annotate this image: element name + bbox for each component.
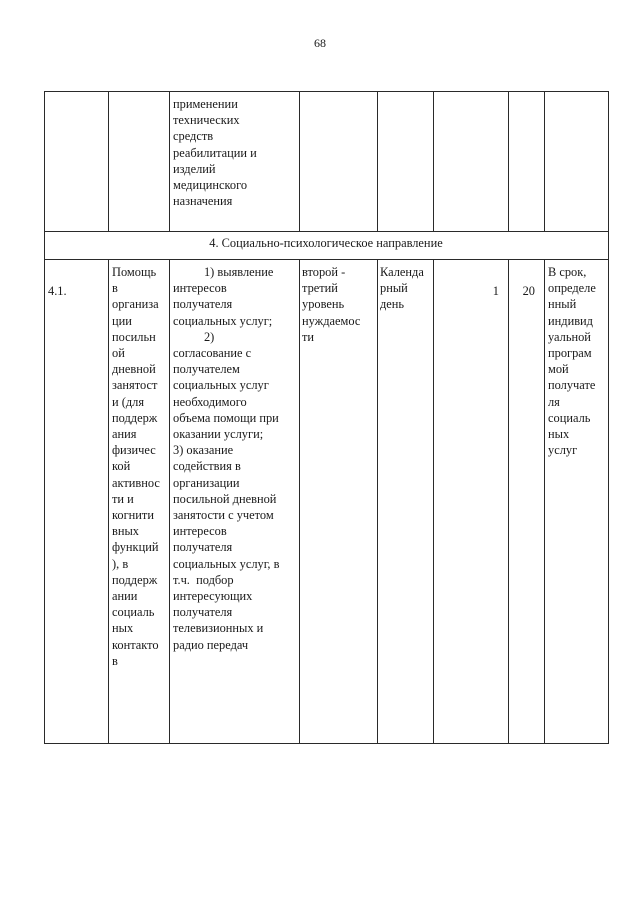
column-divider	[544, 259, 545, 743]
section-title: 4. Социально-психологическое направление	[209, 236, 443, 250]
column-divider	[508, 91, 509, 231]
provision-term: В срок, определе нный индивид уальной програм мой получате ля социаль ных услуг	[548, 265, 596, 458]
need-level: второй - третий уровень нуждаемос ти	[302, 265, 361, 344]
previous-row-content: применении технических средств реабилитации и изделий медицинского назначения	[173, 97, 257, 209]
column-divider	[608, 91, 609, 231]
row-divider	[44, 259, 609, 260]
column-divider	[544, 91, 545, 231]
table-bottom-border	[44, 743, 609, 744]
quantity: 1	[492, 284, 499, 298]
row-divider	[44, 231, 609, 232]
column-divider	[169, 91, 170, 231]
row-number: 4.1.	[48, 284, 67, 298]
service-name: Помощь в организа ции посильн ой дневной занятост и (для поддерж ания физичес кой активнос ти и когнити вных функций ), в поддерж ании социаль ных контакто в	[112, 265, 160, 668]
volume: 20	[522, 284, 535, 298]
page-number: 68	[314, 36, 326, 50]
column-divider	[299, 91, 300, 231]
column-divider	[377, 259, 378, 743]
column-divider	[299, 259, 300, 743]
column-divider	[44, 259, 45, 743]
service-content: 1) выявление интересов получателя социальных услуг; 2) согласование с получателем социальных услуг необходимого объема помощи при оказании услуги; 3) оказание содействия в организации посильной дневной занятости с учетом интересов получателя социальных услуг, в т.ч. подбор интересующих получателя телевизионных и радио передач	[173, 265, 280, 652]
column-divider	[433, 259, 434, 743]
column-divider	[377, 91, 378, 231]
column-divider	[608, 231, 609, 259]
table-top-border	[44, 91, 609, 92]
column-divider	[108, 259, 109, 743]
column-divider	[433, 91, 434, 231]
unit-of-measure: Календа рный день	[380, 265, 424, 312]
column-divider	[108, 91, 109, 231]
column-divider	[608, 259, 609, 743]
column-divider	[44, 91, 45, 231]
column-divider	[508, 259, 509, 743]
column-divider	[169, 259, 170, 743]
